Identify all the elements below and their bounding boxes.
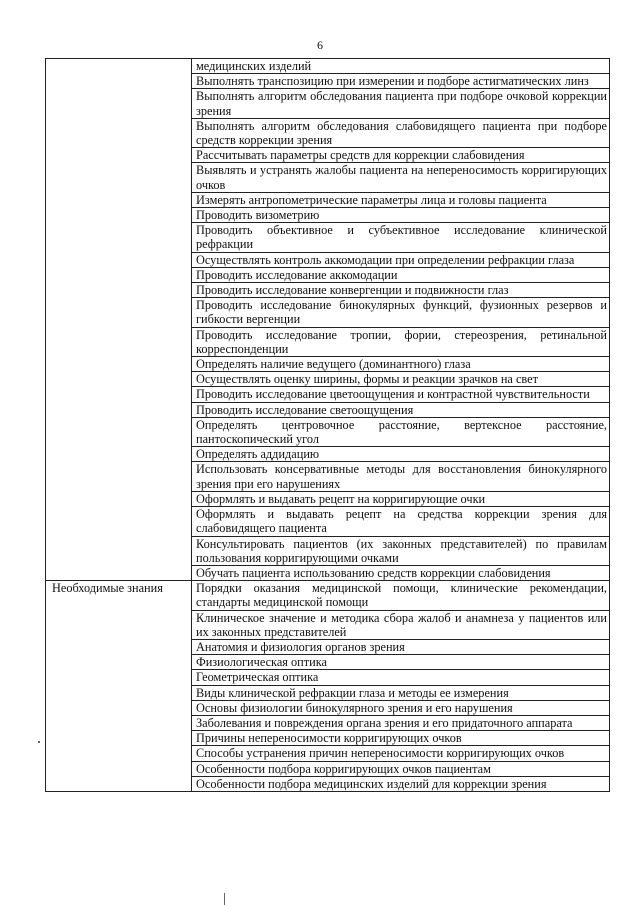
competency-table <box>45 58 610 792</box>
skill-item: Проводить объективное и субъективное исследование клинической рефракции <box>192 223 610 252</box>
skill-item: Определять аддидацию <box>192 447 610 462</box>
knowledge-item <box>192 776 610 791</box>
scan-line <box>224 893 225 905</box>
skill-item: Проводить исследование светоощущения <box>192 402 610 417</box>
knowledge-item: Способы устранения причин непереносимости корригирующих очков <box>192 746 610 761</box>
skill-item: Оформлять и выдавать рецепт на корригирующие очки <box>192 491 610 506</box>
knowledge-item-text: Особенности подбора медицинских изделий для коррекции зрения <box>196 776 547 791</box>
skill-item: Использовать консервативные методы для восстановления бинокулярного зрения при его нарушениях <box>192 462 610 491</box>
knowledge-item: Виды клинической рефракции глаза и методы ее измерения <box>192 685 610 700</box>
knowledge-item: Физиологическая оптика <box>192 655 610 670</box>
skill-item: Рассчитывать параметры средств для коррекции слабовидения <box>192 148 610 163</box>
skill-item: Проводить визометрию <box>192 208 610 223</box>
skill-item: Выполнять алгоритм обследования пациента при подборе очковой коррекции зрения <box>192 89 610 118</box>
knowledge-item: Порядки оказания медицинской помощи, клинические рекомендации, стандарты медицинской помощи <box>192 581 610 610</box>
knowledge-item: Основы физиологии бинокулярного зрения и его нарушения <box>192 700 610 715</box>
skill-item: Осуществлять контроль аккомодации при определении рефракции глаза <box>192 252 610 267</box>
knowledge-item: Клиническое значение и методика сбора жалоб и анамнеза у пациентов или их законных представителей <box>192 610 610 639</box>
skill-item: Осуществлять оценку ширины, формы и реакции зрачков на свет <box>192 372 610 387</box>
section-label-knowledge: Необходимые знания <box>46 581 192 792</box>
skill-item: Консультировать пациентов (их законных представителей) по правилам пользования корригирующими очками <box>192 536 610 565</box>
table-row <box>46 59 610 74</box>
skill-item: Выявлять и устранять жалобы пациента на непереносимость корригирующих очков <box>192 163 610 192</box>
page-number: 6 <box>317 38 323 52</box>
skill-item: Определять наличие ведущего (доминантного) глаза <box>192 357 610 372</box>
skill-item: Обучать пациента использованию средств коррекции слабовидения <box>192 565 610 580</box>
skill-item: медицинских изделий <box>192 59 610 74</box>
skill-item: Проводить исследование цветоощущения и контрастной чувствительности <box>192 387 610 402</box>
skill-item: Проводить исследование аккомодации <box>192 267 610 282</box>
skill-item: Измерять антропометрические параметры лица и головы пациента <box>192 192 610 207</box>
table-row <box>46 581 610 610</box>
scan-speck <box>38 741 40 743</box>
skill-item: Проводить исследование тропии, фории, стереозрения, ретинальной корреспонденции <box>192 327 610 356</box>
skill-item: Проводить исследование бинокулярных функций, фузионных резервов и гибкости вергенции <box>192 298 610 327</box>
skill-item: Оформлять и выдавать рецепт на средства коррекции зрения для слабовидящего пациента <box>192 507 610 536</box>
knowledge-item: Особенности подбора корригирующих очков пациентам <box>192 761 610 776</box>
empty-label-cell <box>46 59 192 581</box>
skill-item: Выполнять алгоритм обследования слабовидящего пациента при подборе средств коррекции зрения <box>192 118 610 147</box>
knowledge-item: Анатомия и физиология органов зрения <box>192 639 610 654</box>
knowledge-item: Геометрическая оптика <box>192 670 610 685</box>
skill-item: Выполнять транспозицию при измерении и подборе астигматических линз <box>192 74 610 89</box>
skill-item: Проводить исследование конвергенции и подвижности глаз <box>192 283 610 298</box>
knowledge-item: Причины непереносимости корригирующих очков <box>192 731 610 746</box>
knowledge-item: Заболевания и повреждения органа зрения и его придаточного аппарата <box>192 715 610 730</box>
skill-item: Определять центровочное расстояние, вертексное расстояние, пантоскопический угол <box>192 417 610 446</box>
